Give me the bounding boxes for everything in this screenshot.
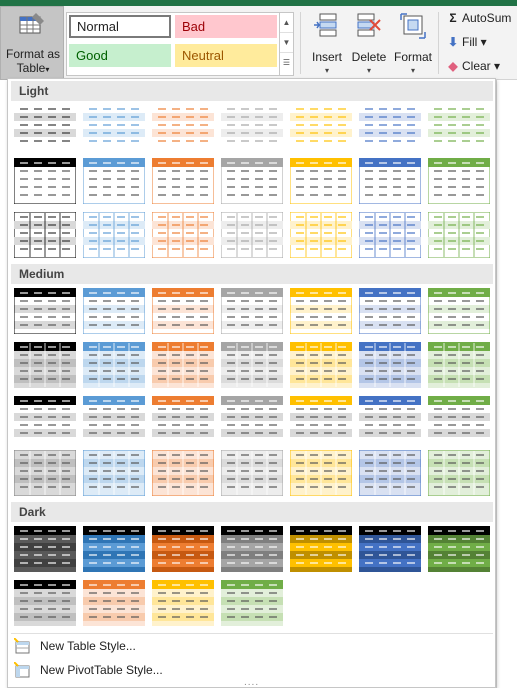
autosum-button[interactable]: Σ AutoSum	[444, 8, 511, 28]
table-style-swatch-light3-gray[interactable]	[221, 212, 283, 258]
resize-grip-icon[interactable]: ....	[244, 677, 260, 688]
scroll-up-icon[interactable]: ▲	[280, 13, 293, 33]
insert-label: Insert	[311, 50, 342, 64]
table-style-swatch-light1-green[interactable]	[428, 104, 490, 150]
table-style-swatch-light2-gold[interactable]	[290, 158, 352, 204]
table-style-swatch-med4-gold[interactable]	[290, 450, 352, 496]
cell-style-bad[interactable]: Bad	[175, 15, 277, 38]
format-as-table-icon	[19, 13, 45, 35]
section-header-dark: Dark	[11, 502, 493, 522]
insert-cells-button[interactable]	[306, 10, 348, 76]
table-style-swatch-med1-navy[interactable]	[359, 288, 421, 334]
table-style-swatch-dark1-blue[interactable]	[83, 526, 145, 572]
table-style-swatch-light1-blue[interactable]	[83, 104, 145, 150]
table-style-swatch-med2-green[interactable]	[428, 342, 490, 388]
delete-cells-icon	[356, 12, 382, 40]
cell-style-neutral[interactable]: Neutral	[175, 44, 277, 67]
table-style-swatch-med3-orange[interactable]	[152, 396, 214, 442]
table-style-swatch-med4-navy[interactable]	[359, 450, 421, 496]
table-style-swatch-med1-green[interactable]	[428, 288, 490, 334]
table-style-swatch-med3-gray[interactable]	[221, 396, 283, 442]
cell-styles-scrollbar[interactable]	[279, 13, 293, 75]
table-style-swatch-light1-gray[interactable]	[221, 104, 283, 150]
format-cells-button[interactable]	[392, 10, 434, 76]
table-style-swatch-dark1-gray[interactable]	[221, 526, 283, 572]
scroll-down-icon[interactable]: ▼	[280, 33, 293, 53]
table-style-swatch-med1-gray[interactable]	[221, 288, 283, 334]
new-pivottable-style-icon	[14, 662, 30, 678]
table-style-swatch-med4-gray[interactable]	[221, 450, 283, 496]
delete-label: Delete	[351, 50, 387, 64]
table-style-swatch-light2-navy[interactable]	[359, 158, 421, 204]
gallery-more-icon[interactable]: ☰	[282, 58, 291, 67]
table-style-swatch-light2-gray[interactable]	[221, 158, 283, 204]
chevron-down-icon: ▾	[366, 66, 371, 75]
table-style-swatch-med3-gold[interactable]	[290, 396, 352, 442]
table-style-swatch-light3-blue[interactable]	[83, 212, 145, 258]
table-style-swatch-light1-navy[interactable]	[359, 104, 421, 150]
table-styles-dropdown	[7, 78, 496, 688]
table-style-swatch-light1-black[interactable]	[14, 104, 76, 150]
table-style-swatch-med4-blue[interactable]	[83, 450, 145, 496]
table-style-swatch-dark2-orange[interactable]	[83, 580, 145, 626]
table-style-swatch-light1-gold[interactable]	[290, 104, 352, 150]
ribbon	[0, 6, 517, 80]
table-style-swatch-med4-green[interactable]	[428, 450, 490, 496]
new-pivottable-style-item[interactable]: New PivotTable Style...	[12, 659, 312, 681]
table-style-swatch-dark1-orange[interactable]	[152, 526, 214, 572]
chevron-down-icon: ▾	[324, 66, 329, 75]
cell-styles-gallery	[66, 12, 294, 76]
menu-separator	[11, 633, 493, 634]
table-style-swatch-med1-blue[interactable]	[83, 288, 145, 334]
table-style-swatch-dark2-black[interactable]	[14, 580, 76, 626]
table-style-swatch-light3-gold[interactable]	[290, 212, 352, 258]
table-style-swatch-med1-black[interactable]	[14, 288, 76, 334]
clear-button[interactable]: ◆ Clear ▾	[444, 56, 500, 76]
table-style-swatch-dark1-gold[interactable]	[290, 526, 352, 572]
table-style-swatch-med3-black[interactable]	[14, 396, 76, 442]
group-separator	[438, 12, 439, 74]
cell-style-good[interactable]: Good	[69, 44, 171, 67]
table-style-swatch-med3-blue[interactable]	[83, 396, 145, 442]
table-style-swatch-light2-green[interactable]	[428, 158, 490, 204]
section-header-light: Light	[11, 81, 493, 101]
table-style-swatch-med1-gold[interactable]	[290, 288, 352, 334]
format-as-table-label: Format as Table▾	[5, 47, 60, 75]
format-label: Format	[393, 50, 432, 64]
table-style-swatch-med2-navy[interactable]	[359, 342, 421, 388]
table-style-swatch-dark1-black[interactable]	[14, 526, 76, 572]
insert-cells-icon	[314, 12, 340, 40]
eraser-icon: ◆	[448, 59, 458, 73]
table-style-swatch-light2-orange[interactable]	[152, 158, 214, 204]
new-table-style-icon	[14, 638, 30, 654]
worksheet-edge-right	[496, 80, 517, 688]
table-style-swatch-light2-black[interactable]	[14, 158, 76, 204]
table-style-swatch-med2-blue[interactable]	[83, 342, 145, 388]
table-style-swatch-med3-navy[interactable]	[359, 396, 421, 442]
table-style-swatch-med1-orange[interactable]	[152, 288, 214, 334]
table-style-swatch-light3-navy[interactable]	[359, 212, 421, 258]
table-style-swatch-dark1-navy[interactable]	[359, 526, 421, 572]
fill-button[interactable]: ⬇ Fill ▾	[444, 32, 487, 52]
table-style-swatch-med2-black[interactable]	[14, 342, 76, 388]
new-table-style-item[interactable]: New Table Style...	[12, 635, 312, 657]
table-style-swatch-dark1-green[interactable]	[428, 526, 490, 572]
table-style-swatch-light1-orange[interactable]	[152, 104, 214, 150]
section-header-medium: Medium	[11, 264, 493, 284]
table-style-swatch-dark2-gold[interactable]	[152, 580, 214, 626]
chevron-down-icon: ▾	[410, 66, 415, 75]
table-style-swatch-light3-black[interactable]	[14, 212, 76, 258]
table-style-swatch-med2-gold[interactable]	[290, 342, 352, 388]
fill-down-icon: ⬇	[447, 35, 459, 49]
table-style-swatch-med4-orange[interactable]	[152, 450, 214, 496]
table-style-swatch-dark2-green[interactable]	[221, 580, 283, 626]
format-as-table-button[interactable]	[0, 6, 64, 80]
table-style-swatch-med2-gray[interactable]	[221, 342, 283, 388]
table-style-swatch-light3-green[interactable]	[428, 212, 490, 258]
group-separator	[300, 12, 301, 74]
table-style-swatch-med4-black[interactable]	[14, 450, 76, 496]
delete-cells-button[interactable]	[348, 10, 390, 76]
table-style-swatch-light2-blue[interactable]	[83, 158, 145, 204]
table-style-swatch-med3-green[interactable]	[428, 396, 490, 442]
table-style-swatch-med2-orange[interactable]	[152, 342, 214, 388]
sigma-icon: Σ	[449, 11, 457, 25]
table-style-swatch-light3-orange[interactable]	[152, 212, 214, 258]
cell-style-normal[interactable]: Normal	[69, 15, 171, 38]
format-cells-icon	[400, 12, 426, 40]
